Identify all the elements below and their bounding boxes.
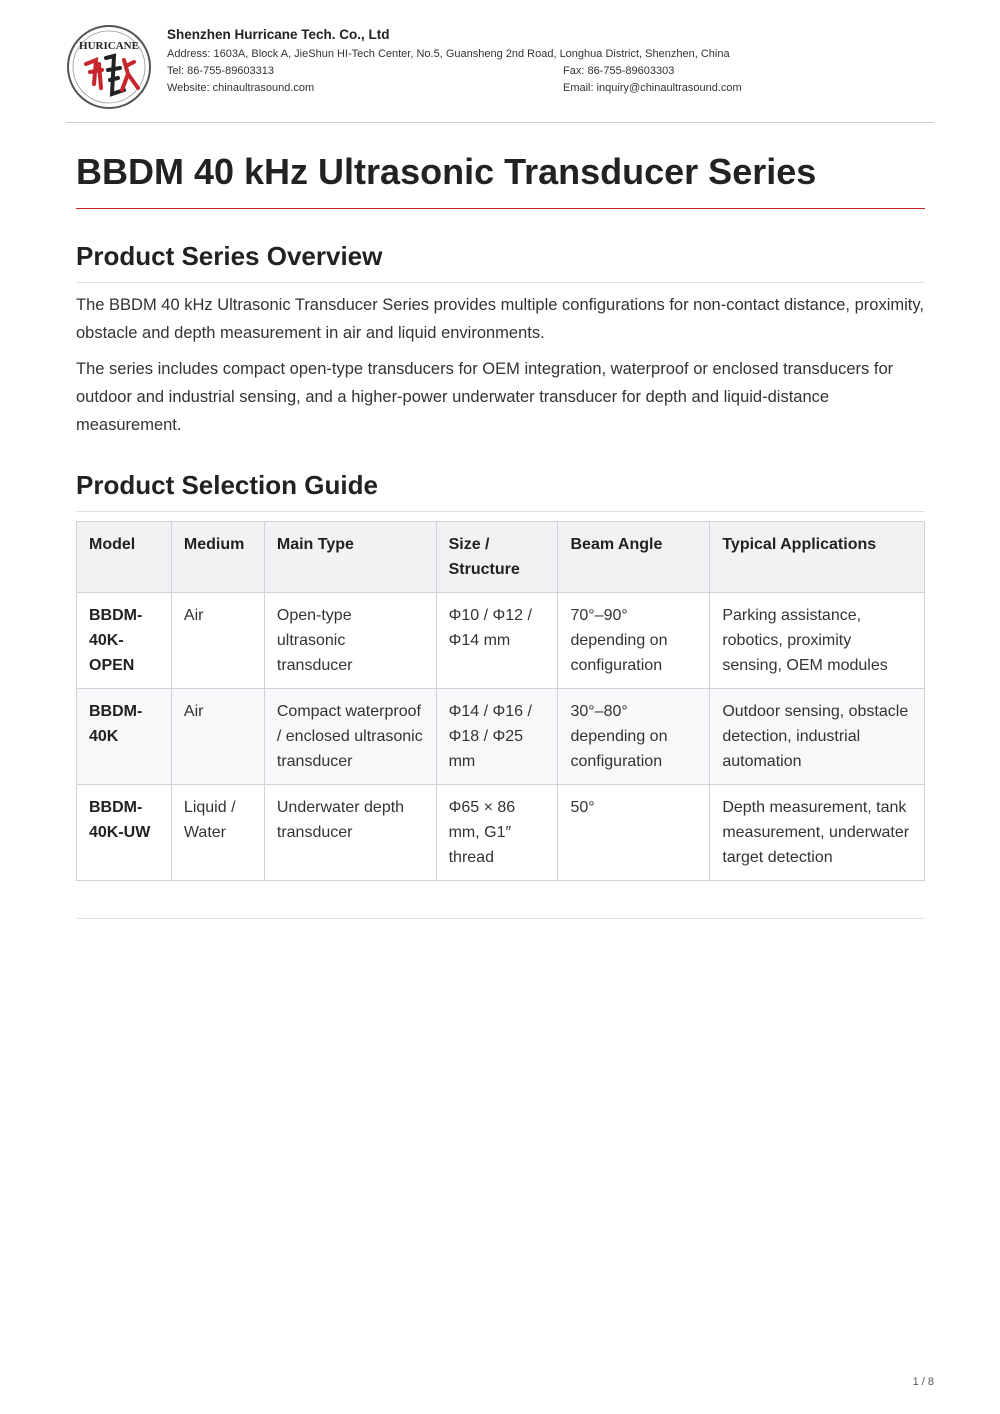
table-row [77,593,925,689]
column-header-main-type: Main Type [264,522,436,593]
company-email[interactable]: Email: inquiry@chinaultrasound.com [563,82,742,94]
section-divider [76,918,925,919]
overview-heading: Product Series Overview [76,240,925,283]
cell-model: BBDM-40K-OPEN [77,593,172,689]
selection-guide-table [76,521,925,881]
cell-beam-angle: 70°–90° depending on configuration [558,593,710,689]
document-header [66,22,934,123]
selection-guide-heading: Product Selection Guide [76,469,925,512]
overview-paragraph-2: The series includes compact open-type transducers for OEM integration, waterproof or enclosed transducers for outdoor and industrial sensing, and a higher-power underwater transducer for depth and liquid-distance measurement. [76,360,894,434]
cell-main-type: Compact waterproof / enclosed ultrasonic transducer [264,689,436,785]
hurricane-logo-icon [66,24,152,110]
table-row [77,689,925,785]
company-name: Shenzhen Hurricane Tech. Co., Ltd [167,27,390,42]
company-tel: Tel: 86-755-89603313 [167,65,275,77]
table-header-row [77,522,925,593]
company-website[interactable]: Website: chinaultrasound.com [167,82,315,94]
cell-medium: Air [171,689,264,785]
column-header-beam-angle: Beam Angle [558,522,710,593]
cell-main-type: Underwater depth transducer [264,785,436,881]
cell-medium: Air [171,593,264,689]
column-header-applications: Typical Applications [710,522,925,593]
cell-model: BBDM-40K-UW [77,785,172,881]
table-row [77,785,925,881]
cell-size: Φ65 × 86 mm, G1″ thread [436,785,558,881]
column-header-medium: Medium [171,522,264,593]
company-fax: Fax: 86-755-89603303 [563,65,675,77]
overview-paragraph-1: The BBDM 40 kHz Ultrasonic Transducer Series provides multiple configurations for non-contact distance, proximity, obstacle and depth measurement in air and liquid environments. [76,296,924,342]
cell-applications: Depth measurement, tank measurement, underwater target detection [710,785,925,881]
cell-applications: Parking assistance, robotics, proximity sensing, OEM modules [710,593,925,689]
page-title: BBDM 40 kHz Ultrasonic Transducer Series [76,150,925,209]
cell-size: Φ10 / Φ12 / Φ14 mm [436,593,558,689]
logo-text: HURICANE [79,40,139,52]
page-number: 1 / 8 [912,1376,934,1388]
cell-beam-angle: 30°–80° depending on configuration [558,689,710,785]
company-info [167,26,927,97]
cell-main-type: Open-type ultrasonic transducer [264,593,436,689]
column-header-model: Model [77,522,172,593]
cell-model: BBDM-40K [77,689,172,785]
cell-applications: Outdoor sensing, obstacle detection, industrial automation [710,689,925,785]
company-address: Address: 1603A, Block A, JieShun HI-Tech Center, No.5, Guansheng 2nd Road, Longhua District, Shenzhen, China [167,48,730,60]
cell-beam-angle: 50° [558,785,710,881]
cell-size: Φ14 / Φ16 / Φ18 / Φ25 mm [436,689,558,785]
cell-medium: Liquid / Water [171,785,264,881]
column-header-size: Size / Structure [436,522,558,593]
